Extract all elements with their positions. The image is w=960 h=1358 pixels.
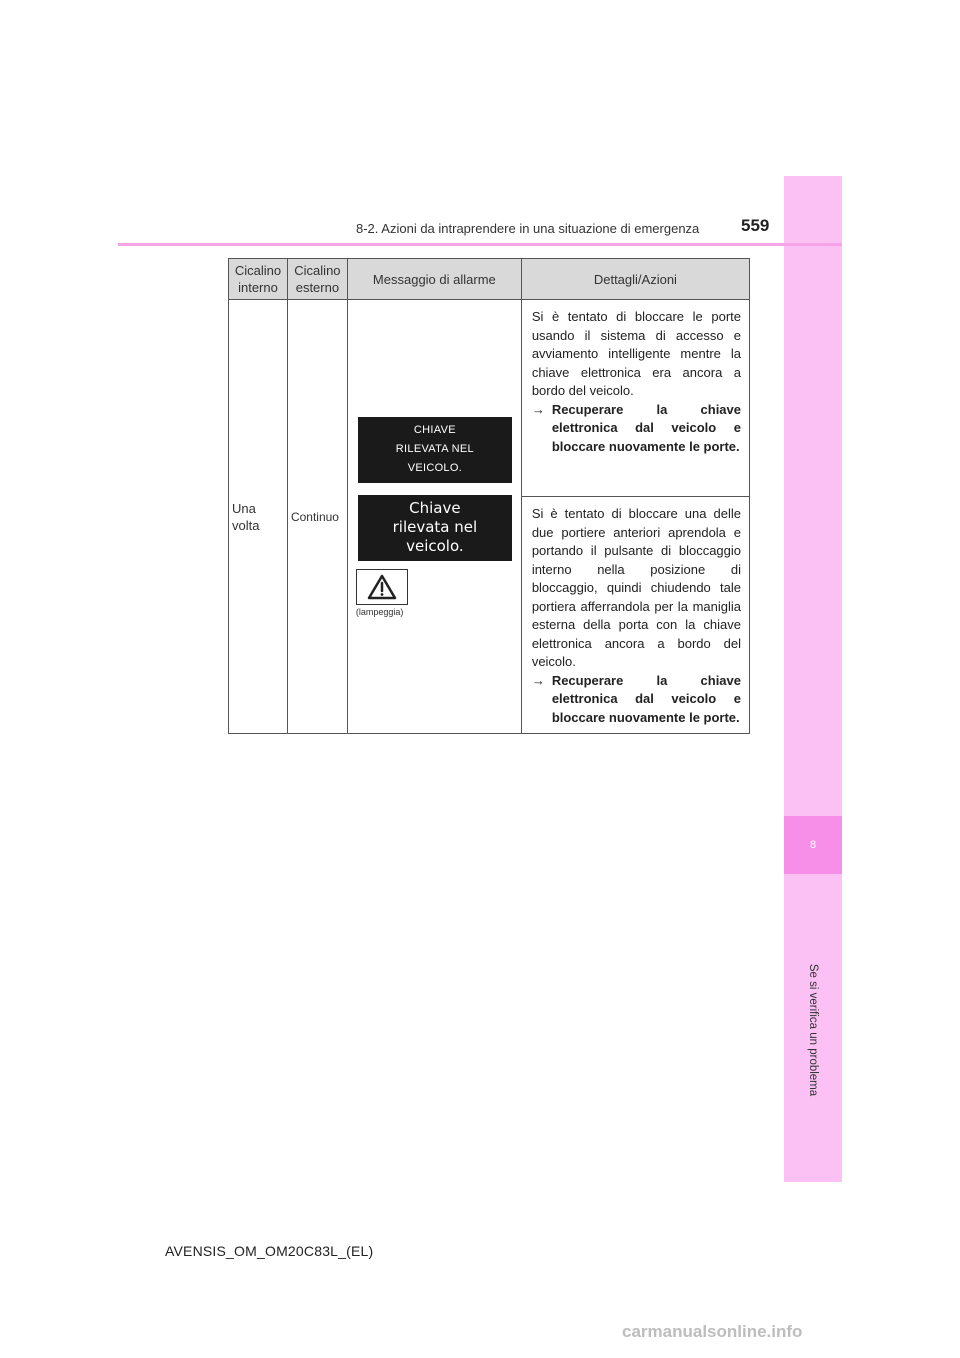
page-number: 559 [741, 216, 770, 235]
warning-light-note: (lampeggia) [355, 606, 404, 617]
column-header: Cicalino interno [229, 259, 288, 300]
column-header: Dettagli/Azioni [521, 259, 749, 300]
detail-text: Si è tentato di bloccare le porte usando il sistema di accesso e avviamento intelligente mentre la chiave elettronica era ancora a bordo del veicolo. [531, 309, 741, 398]
display-line: Chiave [409, 499, 461, 517]
document-code: AVENSIS_OM_OM20C83L_(EL) [165, 1243, 374, 1259]
exterior-beep-cell: Continuo [287, 300, 347, 734]
alarm-message-cell [347, 300, 521, 734]
arrow-icon: → [531, 401, 545, 417]
header-divider [118, 243, 842, 246]
interior-beep-cell [229, 300, 288, 734]
display-line: veicolo. [406, 537, 464, 555]
warning-triangle-icon [356, 569, 408, 605]
detail-text: Si è tentato di bloccare una delle due portiere anteriori aprendola e portando il pulsante di bloccaggio interno nella posizione di bloccaggio, quindi chiudendo tale portiera afferrandola per la maniglia esterna della porta con la chiave elettronica ancora a bordo del veicolo. [531, 506, 741, 669]
display-line: CHIAVE [413, 424, 456, 436]
column-header: Messaggio di allarme [347, 259, 521, 300]
detail-cell [521, 300, 749, 497]
warning-table [228, 258, 750, 734]
action-text: Recuperare la chiave elettronica dal veicolo e bloccare nuovamente le porte. [551, 401, 741, 454]
chapter-side-tab [784, 176, 842, 1182]
warning-light [356, 569, 521, 617]
arrow-icon: → [531, 672, 545, 688]
watermark: carmanualsonline.info [622, 1322, 803, 1341]
action-text: Recuperare la chiave elettronica dal veicolo e bloccare nuovamente le porte. [551, 672, 741, 725]
table-row [229, 300, 750, 497]
table-header-row [229, 259, 750, 300]
chapter-title: Se si verifica un problema [807, 963, 819, 1097]
interior-beep-line: volta [232, 517, 260, 533]
chapter-number: 8 [784, 816, 842, 874]
detail-cell [521, 497, 749, 734]
display-message-lowercase [358, 495, 512, 561]
section-title: 8-2. Azioni da intraprendere in una situazione di emergenza [356, 221, 700, 236]
display-line: RILEVATA NEL [395, 443, 474, 455]
display-line: rilevata nel [392, 518, 478, 536]
column-header: Cicalino esterno [287, 259, 347, 300]
display-message-uppercase [358, 417, 512, 483]
interior-beep-line: Una [232, 500, 256, 516]
display-line: VEICOLO. [407, 462, 463, 474]
